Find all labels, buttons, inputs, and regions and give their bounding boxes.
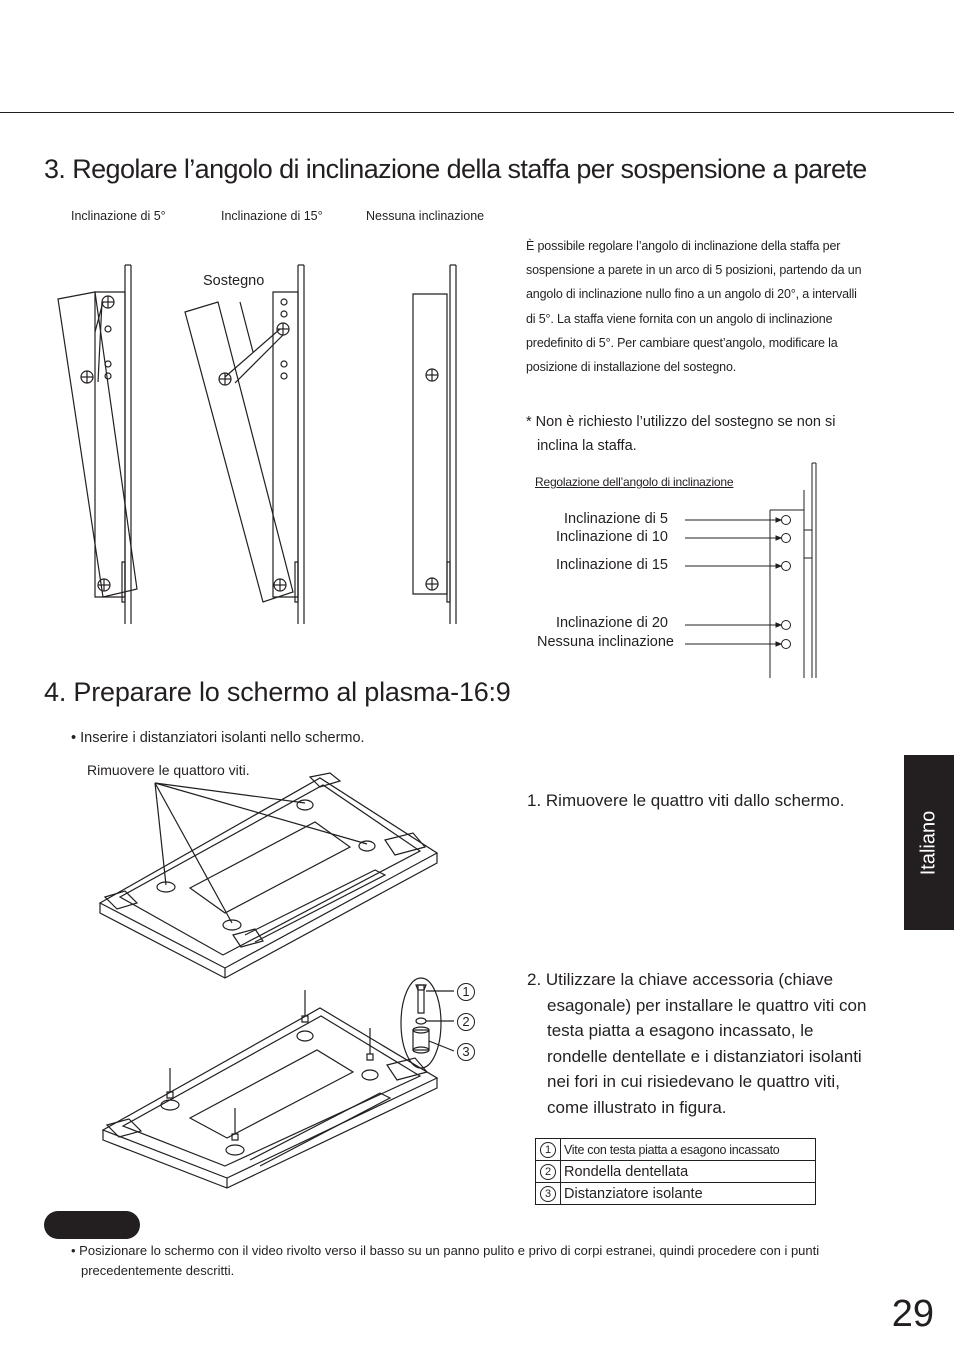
insert-spacers-bullet: • Inserire i distanziatori isolanti nello schermo. [71,730,365,746]
panel-remove-screws-illustration [95,775,445,975]
part-number: 2 [540,1164,556,1180]
support-label: Sostegno [203,273,265,289]
step-2-text: 2. Utilizzare la chiave accessoria (chiave esagonale) per installare le quattro viti con testa piatta a esagono incassato, le rondelle dentellate e i distanziatori isolanti nei fori in cui risiedevano le quattro viti, come illustrato in figura. [527,970,867,1117]
bracket-tilt-15-diagram [180,262,315,627]
callout-2: 2 [457,1013,475,1031]
table-row [536,1161,816,1183]
table-row [536,1183,816,1205]
label-tilt-15: Inclinazione di 15° [221,209,323,223]
adjust-label-20: Inclinazione di 20 [555,615,668,631]
footer-note: • Posizionare lo schermo con il video rivolto verso il basso su un panno pulito e privo di corpi estranei, quindi procedere con i punti precedentemente descritti. [71,1243,820,1278]
part-name: Vite con testa piatta a esagono incassato [561,1139,816,1161]
bracket-no-tilt-diagram [405,262,470,627]
tilt-adjust-diagram [680,460,825,680]
adjust-label-none: Nessuna inclinazione [536,634,674,650]
page-number: 29 [891,1293,934,1335]
part-number: 1 [540,1142,556,1158]
adjust-title: Regolazione dell’angolo di inclinazione [535,475,734,489]
language-tab-label: Italiano [917,810,940,875]
part-name: Distanziatore isolante [561,1183,816,1205]
part-number: 3 [540,1186,556,1202]
table-row [536,1139,816,1161]
label-tilt-5: Inclinazione di 5° [71,209,166,223]
panel-install-spacers-illustration [95,980,445,1185]
parts-table [535,1138,816,1205]
tilt-description: È possibile regolare l’angolo di inclinazione della staffa per sospensione a parete in un arco di 5 posizioni, partendo da un angolo di inclinazione nullo fino a un angolo di 20°, a intervalli di 5°. La staffa viene fornita con un angolo di inclinazione predefinito di 5°. Per cambiare quest’angolo, modificare la posizione di installazione del sostegno. [526,239,862,375]
support-note: * Non è richiesto l’utilizzo del sostegno se non si inclina la staffa. [526,414,836,454]
step-1-text: 1. Rimuovere le quattro viti dallo schermo. [527,791,845,810]
adjust-label-15: Inclinazione di 15 [555,557,668,573]
section-4-title: 4. Preparare lo schermo al plasma-16:9 [44,677,511,707]
part-name: Rondella dentellata [561,1161,816,1183]
header-rule [0,112,954,113]
remove-screws-label: Rimuovere le quattoro viti. [87,762,250,778]
adjust-label-10: Inclinazione di 10 [555,529,668,545]
adjust-label-5: Inclinazione di 5 [564,511,668,527]
section-3-title: 3. Regolare l’angolo di inclinazione della staffa per sospensione a parete [44,154,867,184]
language-tab [904,755,954,930]
bracket-tilt-5-diagram [55,262,140,627]
callout-1: 1 [457,983,475,1001]
note-heading-pill [44,1211,140,1239]
callout-3: 3 [457,1043,475,1061]
label-no-tilt: Nessuna inclinazione [366,209,485,223]
